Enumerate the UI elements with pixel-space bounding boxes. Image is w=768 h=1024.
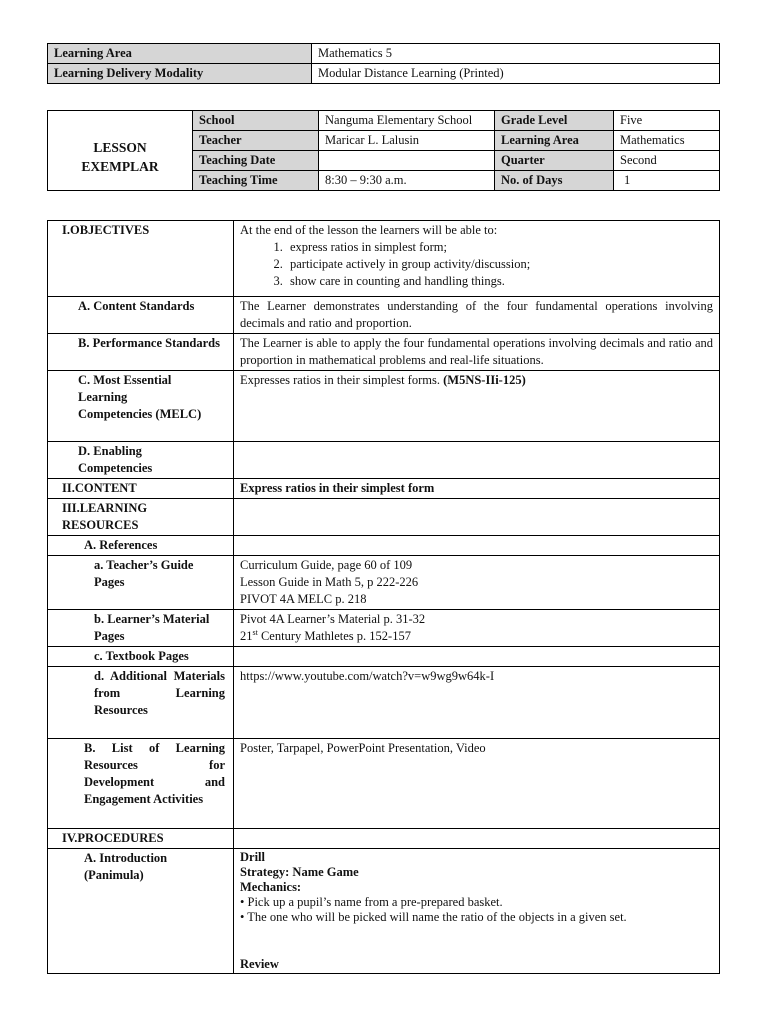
references-label: A. References <box>48 536 234 556</box>
main-table <box>47 220 720 974</box>
teacher-value: Maricar L. Lalusin <box>319 131 495 151</box>
objectives-label: I.OBJECTIVES <box>48 221 234 297</box>
list-resources-value: Poster, Tarpapel, PowerPoint Presentation, Video <box>234 739 720 829</box>
objective-item: 3. show care in counting and handling things. <box>286 273 713 290</box>
mechanics-bullet: • Pick up a pupil’s name from a pre-prepared basket. <box>240 895 503 909</box>
learning-area-value: Mathematics 5 <box>312 44 720 64</box>
enabling-competencies-value <box>234 442 720 479</box>
content-standards-label: A. Content Standards <box>48 297 234 334</box>
objectives-intro: At the end of the lesson the learners will be able to: <box>240 223 498 237</box>
teachers-guide-label: a. Teacher’s Guide Pages <box>48 556 234 610</box>
review-heading: Review <box>240 957 279 971</box>
teacher-label: Teacher <box>193 131 319 151</box>
grade-value: Five <box>614 111 720 131</box>
melc-label: C. Most Essential Learning Competencies (MELC) <box>48 371 234 442</box>
date-label: Teaching Date <box>193 151 319 171</box>
objective-item: 1. express ratios in simplest form; <box>286 239 713 256</box>
content-label: II.CONTENT <box>48 479 234 499</box>
lesson-exemplar-title: LESSON EXEMPLAR <box>48 111 193 191</box>
grade-label: Grade Level <box>495 111 614 131</box>
melc-value: Expresses ratios in their simplest forms. (M5NS-IIi-125) <box>234 371 720 442</box>
enabling-competencies-label: D. Enabling Competencies <box>48 442 234 479</box>
learning-area-label: Learning Area <box>48 44 312 64</box>
list-resources-label: B. List of Learning Resources for Development and Engagement Activities <box>48 739 234 829</box>
days-value: 1 <box>614 171 720 191</box>
info-table <box>47 110 720 191</box>
learners-material-label: b. Learner’s Material Pages <box>48 610 234 647</box>
header-table <box>47 43 720 84</box>
additional-materials-link[interactable]: https://www.youtube.com/watch?v=w9wg9w64k-I <box>234 667 720 739</box>
learning-resources-label: III.LEARNING RESOURCES <box>48 499 234 536</box>
references-value <box>234 536 720 556</box>
textbook-pages-value <box>234 647 720 667</box>
objectives-list <box>240 239 713 290</box>
performance-standards-label: B. Performance Standards <box>48 334 234 371</box>
drill-heading: Drill <box>240 850 265 864</box>
learners-material-value: Pivot 4A Learner’s Material p. 31-32 21st Century Mathletes p. 152-157 <box>234 610 720 647</box>
textbook-pages-label: c. Textbook Pages <box>48 647 234 667</box>
introduction-content <box>234 849 720 974</box>
objective-item: 2. participate actively in group activity/discussion; <box>286 256 713 273</box>
days-label: No. of Days <box>495 171 614 191</box>
objectives-cell <box>234 221 720 297</box>
school-label: School <box>193 111 319 131</box>
area-value: Mathematics <box>614 131 720 151</box>
melc-code: (M5NS-IIi-125) <box>443 373 526 387</box>
date-value <box>319 151 495 171</box>
content-standards-value: The Learner demonstrates understanding of the four fundamental operations involving decimals and ratio and proportion. <box>234 297 720 334</box>
mechanics-heading: Mechanics: <box>240 880 302 894</box>
procedures-label: IV.PROCEDURES <box>48 829 234 849</box>
time-value: 8:30 – 9:30 a.m. <box>319 171 495 191</box>
procedures-value <box>234 829 720 849</box>
quarter-value: Second <box>614 151 720 171</box>
time-label: Teaching Time <box>193 171 319 191</box>
area-label: Learning Area <box>495 131 614 151</box>
strategy-heading: Strategy: Name Game <box>240 865 359 879</box>
content-value: Express ratios in their simplest form <box>234 479 720 499</box>
performance-standards-value: The Learner is able to apply the four fundamental operations involving decimals and ratio and proportion in mathematical problems and real-life situations. <box>234 334 720 371</box>
additional-materials-label: d. Additional Materials from Learning Resources <box>48 667 234 739</box>
school-value: Nanguma Elementary School <box>319 111 495 131</box>
learning-resources-value <box>234 499 720 536</box>
quarter-label: Quarter <box>495 151 614 171</box>
teachers-guide-value: Curriculum Guide, page 60 of 109 Lesson Guide in Math 5, p 222-226 PIVOT 4A MELC p. 218 <box>234 556 720 610</box>
mechanics-bullet: • The one who will be picked will name the ratio of the objects in a given set. <box>240 910 627 924</box>
modality-label: Learning Delivery Modality <box>48 64 312 84</box>
modality-value: Modular Distance Learning (Printed) <box>312 64 720 84</box>
introduction-label: A. Introduction (Panimula) <box>48 849 234 974</box>
